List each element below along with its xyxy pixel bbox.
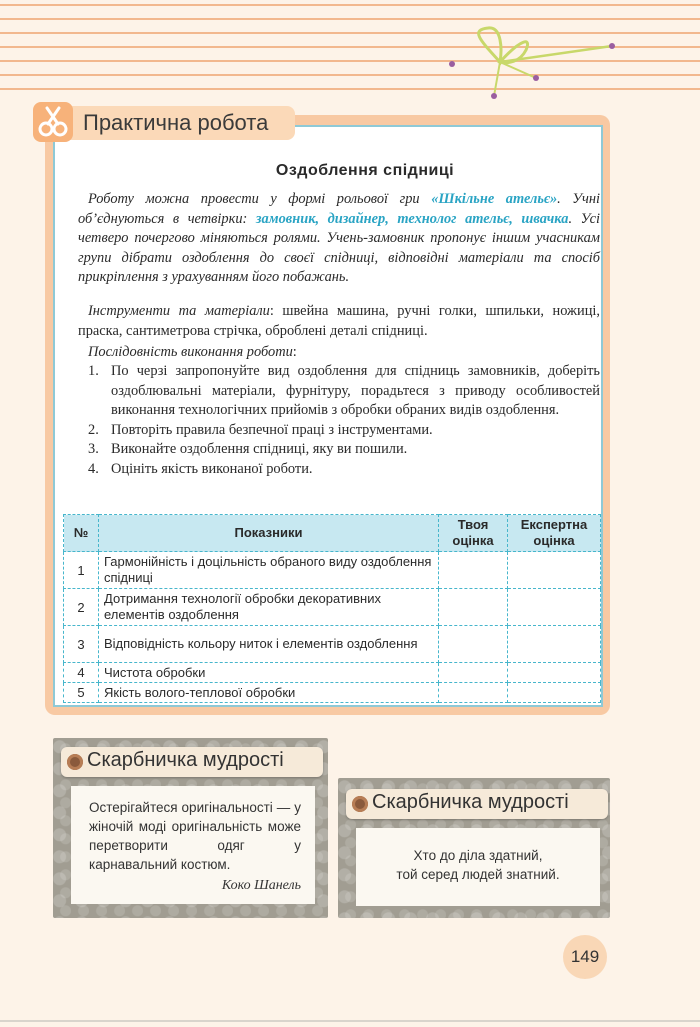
ribbon-bow-icon: [440, 20, 620, 100]
evaluation-table: [63, 514, 601, 703]
table-header-row: [64, 515, 601, 552]
table-row: 1 Гармонійність і доцільність обраного виду оздоблення спідниці: [64, 552, 601, 589]
wisdom-title: Скарбничка мудрості: [87, 749, 284, 771]
header-stripes: [0, 0, 700, 95]
self-grade-cell[interactable]: [439, 589, 508, 626]
expert-grade-cell[interactable]: [508, 589, 601, 626]
wisdom-quote: Остерігайтеся оригінальності — у жіночій моді оригінальність може перетворити одяг у карнавальний костюм. Коко Шанель: [71, 786, 315, 904]
self-grade-cell[interactable]: [439, 683, 508, 703]
list-item: 2. Повторіть правила безпечної праці з інструментами.: [88, 421, 433, 438]
col-num: №: [64, 515, 99, 552]
table-row: 5 Якість волого-теплової обробки: [64, 683, 601, 703]
expert-grade-cell[interactable]: [508, 683, 601, 703]
self-grade-cell[interactable]: [439, 552, 508, 589]
game-name: «Шкільне ательє»: [431, 191, 558, 207]
wisdom-proverb: Хто до діла здатний, той серед людей знатний.: [356, 828, 600, 906]
list-item: 1. По черзі запропонуйте вид оздоблення для спідниць замовників, доберіть оздоблювальні матеріали, фурнітуру, порадьтеся з приводу особливостей виконання технологічних прийомів з обробки обраних видів оздоблення.: [88, 363, 600, 418]
list-item: 4. Оцініть якість виконаної роботи.: [88, 460, 313, 477]
expert-grade-cell[interactable]: [508, 663, 601, 683]
wisdom-box-quote: [53, 738, 328, 918]
wisdom-box-proverb: [338, 778, 610, 918]
steps-list: [78, 362, 600, 479]
section-tab-label: Практична робота: [83, 110, 269, 135]
expert-grade-cell[interactable]: [508, 626, 601, 663]
quote-author: Коко Шанель: [221, 878, 301, 893]
bottom-divider: [0, 1020, 700, 1022]
list-item: 3. Виконайте оздоблення спідниці, яку ви пошили.: [88, 441, 408, 457]
table-row: 3 Відповідність кольору ниток і елементів оздоблення: [64, 626, 601, 663]
scissors-icon: [33, 102, 73, 142]
col-indicators: Показники: [99, 515, 439, 552]
col-self-grade: Твоя оцінка: [439, 515, 508, 552]
tools-label: Інструменти та матеріали: [88, 303, 270, 319]
section-tab: [33, 102, 273, 144]
task-intro: Роботу можна провести у формі рольової гри «Шкільне ательє». Учні об’єднуються в четвірки: замовник, дизайнер, технолог ательє, швачка. Усі четверо почергово міняються ролями. Учень-замовник пропонує іншим учасникам групи дібрати оздоблення до своєї спідниці, відповідні матеріали та спосіб прикріплення з урахуванням його побажань.: [78, 191, 601, 285]
col-expert-grade: Експертна оцінка: [508, 515, 601, 552]
wisdom-header: [61, 747, 323, 777]
button-bead-icon: [67, 754, 83, 770]
tools-paragraph: Інструменти та матеріали: швейна машина, ручні голки, шпильки, ножиці, праска, сантиметрова стрічка, оброблені деталі спідниці.: [78, 303, 600, 339]
table-row: 2 Дотримання технології обробки декоративних елементів оздоблення: [64, 589, 601, 626]
role-list: замовник, дизайнер, технолог ательє, швачка: [255, 210, 569, 227]
self-grade-cell[interactable]: [439, 626, 508, 663]
expert-grade-cell[interactable]: [508, 552, 601, 589]
wisdom-title: Скарбничка мудрості: [372, 791, 569, 813]
self-grade-cell[interactable]: [439, 663, 508, 683]
page-number: 149: [563, 935, 607, 979]
table-row: 4 Чистота обробки: [64, 663, 601, 683]
sequence-heading: Послідовність виконання роботи:: [88, 344, 297, 360]
wisdom-header: [346, 789, 608, 819]
button-bead-icon: [352, 796, 368, 812]
task-title: Оздоблення спідниці: [275, 162, 455, 179]
